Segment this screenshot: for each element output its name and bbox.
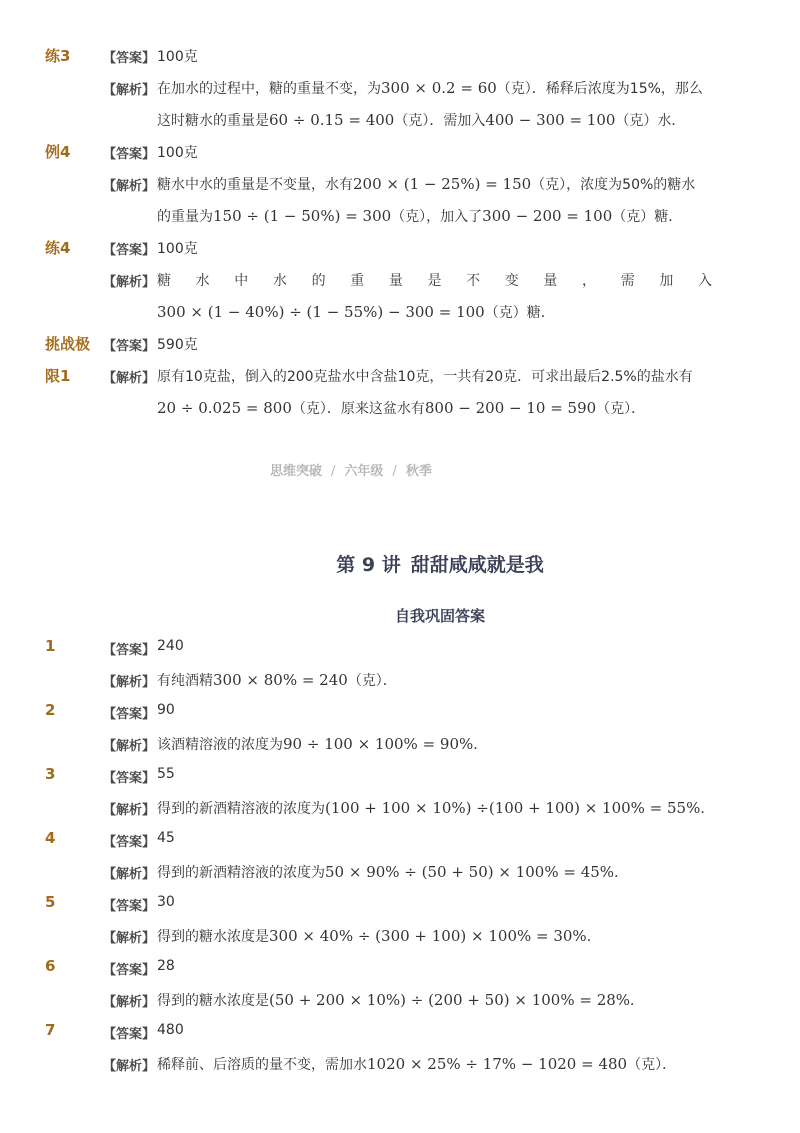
spread-char: ， <box>582 273 597 289</box>
spread-char: 入 <box>697 273 712 289</box>
analysis-text: 得到的糖水浓度是 <box>157 993 269 1009</box>
answer-tag: 【答案】 <box>103 707 156 722</box>
answer-entry <box>0 760 800 824</box>
answer-tag: 【答案】 <box>103 1027 156 1042</box>
footer-separator: / <box>331 464 336 479</box>
analysis-tag: 【解析】 <box>103 371 156 386</box>
analysis-text: ． <box>586 929 601 945</box>
answer-tag: 【答案】 <box>103 899 156 914</box>
spread-char: 中 <box>234 273 249 289</box>
self-check-answers <box>0 632 800 1080</box>
problem-label: 挑战极 <box>45 335 91 353</box>
analysis-tag: 【解析】 <box>103 995 156 1010</box>
spread-char: 水 <box>272 273 287 289</box>
spread-char: 量 <box>388 273 403 289</box>
analysis-line <box>157 206 682 226</box>
analysis-line <box>157 1054 676 1074</box>
section-li4 <box>0 136 800 232</box>
problem-number: 1 <box>45 637 56 655</box>
spread-char: 重 <box>350 273 365 289</box>
analysis-text: （克）水． <box>615 113 686 129</box>
answer-value: 100克 <box>157 145 198 161</box>
analysis-tag: 【解析】 <box>103 83 156 98</box>
math-expression: 300 − 200 = 100 <box>482 207 613 225</box>
math-expression: (50 + 200 × 10%) ÷ (200 + 50) × 100% = 28% <box>269 991 631 1009</box>
analysis-line <box>157 798 714 818</box>
answer-entry <box>0 632 800 696</box>
chapter-name: 甜甜咸咸就是我 <box>410 554 544 576</box>
analysis-text: 得到的新酒精溶液的浓度为 <box>157 801 325 817</box>
math-expression: 200 × (1 − 25%) = 150 <box>353 175 532 193</box>
analysis-line <box>157 302 555 322</box>
section-challenge <box>0 328 800 424</box>
math-expression: 1020 × 25% ÷ 17% − 1020 = 480 <box>367 1055 628 1073</box>
analysis-text: （克），浓度为50%的糖水 <box>531 177 696 193</box>
spread-char: 不 <box>466 273 481 289</box>
analysis-tag: 【解析】 <box>103 931 156 946</box>
section-subtitle: 自我巩固答案 <box>394 607 485 625</box>
analysis-text: （克）糖． <box>612 209 683 225</box>
analysis-text: ． <box>630 993 645 1009</box>
analysis-tag: 【解析】 <box>103 867 156 882</box>
analysis-tag: 【解析】 <box>103 275 156 290</box>
problem-number: 7 <box>45 1021 56 1039</box>
math-expression: 150 ÷ (1 − 50%) = 300 <box>213 207 392 225</box>
analysis-text: 得到的新酒精溶液的浓度为 <box>157 865 325 881</box>
answer-value: 28 <box>157 958 175 974</box>
answer-entry <box>0 952 800 1016</box>
math-expression: 300 × 0.2 = 60 <box>381 79 497 97</box>
analysis-line <box>157 670 397 690</box>
footer-separator: / <box>392 464 397 479</box>
analysis-text: （克），加入了 <box>391 209 483 225</box>
answer-value: 55 <box>157 766 175 782</box>
problem-label: 练3 <box>45 47 71 65</box>
answer-value: 30 <box>157 894 175 910</box>
math-expression: 300 × 40% ÷ (300 + 100) × 100% = 30% <box>269 927 587 945</box>
answer-value: 100克 <box>157 49 198 65</box>
analysis-text: 在加水的过程中，糖的重量不变，为 <box>157 81 381 97</box>
problem-number: 3 <box>45 765 56 783</box>
analysis-text: （克）． <box>596 401 646 417</box>
analysis-text: （克）． <box>627 1057 677 1073</box>
problem-number: 6 <box>45 957 56 975</box>
math-expression: 800 − 200 − 10 = 590 <box>424 399 597 417</box>
math-expression: 400 − 300 = 100 <box>485 111 616 129</box>
answer-value: 100克 <box>157 241 198 257</box>
math-expression: 90 ÷ 100 × 100% = 90% <box>283 735 474 753</box>
problem-label: 练4 <box>45 239 71 257</box>
analysis-tag: 【解析】 <box>103 179 156 194</box>
analysis-text: 的重量为 <box>157 209 213 225</box>
math-expression: 300 × (1 − 40%) ÷ (1 − 55%) − 300 = 100 <box>157 303 485 321</box>
answer-value: 590克 <box>157 337 198 353</box>
footer-grade: 六年级 <box>344 464 384 479</box>
answer-tag: 【答案】 <box>103 147 156 162</box>
math-expression: 20 ÷ 0.025 = 800 <box>157 399 292 417</box>
answer-value: 480 <box>157 1022 184 1038</box>
analysis-text: （克）． <box>347 673 397 689</box>
math-expression: 50 × 90% ÷ (50 + 50) × 100% = 45% <box>325 863 615 881</box>
spread-char: 加 <box>659 273 674 289</box>
analysis-text: 该酒精溶液的浓度为 <box>157 737 283 753</box>
analysis-text: ． <box>614 865 629 881</box>
chapter-number: 第 9 讲 <box>336 554 401 576</box>
analysis-text: ． <box>700 801 715 817</box>
analysis-text: ． <box>473 737 488 753</box>
answer-entry <box>0 696 800 760</box>
problem-number: 5 <box>45 893 56 911</box>
analysis-text: （克）．稀释后浓度为15%，那么 <box>496 81 703 97</box>
section-lian3 <box>0 40 800 136</box>
answer-tag: 【答案】 <box>103 643 156 658</box>
analysis-line <box>157 862 628 882</box>
analysis-text: （克）．需加入 <box>394 113 486 129</box>
section-lian4 <box>0 232 800 328</box>
answer-tag: 【答案】 <box>103 835 156 850</box>
answer-value: 240 <box>157 638 184 654</box>
problem-label: 例4 <box>45 143 71 161</box>
analysis-line <box>157 174 695 194</box>
answer-value: 45 <box>157 830 175 846</box>
analysis-text: 糖水中水的重量是不变量，水有 <box>157 177 353 193</box>
analysis-line <box>157 78 703 98</box>
answer-entry <box>0 888 800 952</box>
analysis-tag: 【解析】 <box>103 803 156 818</box>
answer-tag: 【答案】 <box>103 243 156 258</box>
analysis-line <box>157 990 644 1010</box>
page-footer <box>270 460 432 479</box>
analysis-text: 原有10克盐，倒入的200克盐水中含盐10克，一共有20克．可求出最后2.5%的盐水有 <box>157 369 693 385</box>
analysis-text: （克）糖． <box>484 305 555 321</box>
math-expression: 300 × 80% = 240 <box>213 671 348 689</box>
answer-entry <box>0 824 800 888</box>
spread-char: 糖 <box>157 273 171 289</box>
analysis-line <box>157 110 685 130</box>
analysis-text: 得到的糖水浓度是 <box>157 929 269 945</box>
spread-char: 水 <box>195 273 210 289</box>
problem-number: 4 <box>45 829 56 847</box>
answer-entry <box>0 1016 800 1080</box>
spread-char: 变 <box>504 273 519 289</box>
analysis-text: 这时糖水的重量是 <box>157 113 269 129</box>
math-expression: 60 ÷ 0.15 = 400 <box>269 111 395 129</box>
analysis-line <box>157 366 693 386</box>
spread-char: 量 <box>543 273 558 289</box>
answer-tag: 【答案】 <box>103 339 156 354</box>
analysis-tag: 【解析】 <box>103 739 156 754</box>
answer-tag: 【答案】 <box>103 51 156 66</box>
answer-tag: 【答案】 <box>103 771 156 786</box>
analysis-text: 稀释前、后溶质的量不变，需加水 <box>157 1057 367 1073</box>
analysis-tag: 【解析】 <box>103 675 156 690</box>
analysis-line <box>157 926 601 946</box>
math-expression: (100 + 100 × 10%) ÷(100 + 100) × 100% = 55% <box>325 799 701 817</box>
analysis-spread-text <box>157 270 712 290</box>
answer-tag: 【答案】 <box>103 963 156 978</box>
analysis-text: 有纯酒精 <box>157 673 213 689</box>
analysis-tag: 【解析】 <box>103 1059 156 1074</box>
spread-char: 是 <box>427 273 442 289</box>
problem-number: 2 <box>45 701 56 719</box>
footer-season: 秋季 <box>405 464 432 479</box>
footer-series: 思维突破 <box>270 464 323 479</box>
analysis-line <box>157 734 487 754</box>
analysis-line <box>157 398 645 418</box>
answer-value: 90 <box>157 702 175 718</box>
spread-char: 需 <box>620 273 635 289</box>
analysis-text: （克）．原来这盆水有 <box>291 401 425 417</box>
problem-label-cont: 限1 <box>45 367 71 385</box>
spread-char: 的 <box>311 273 326 289</box>
chapter-title <box>0 550 800 577</box>
